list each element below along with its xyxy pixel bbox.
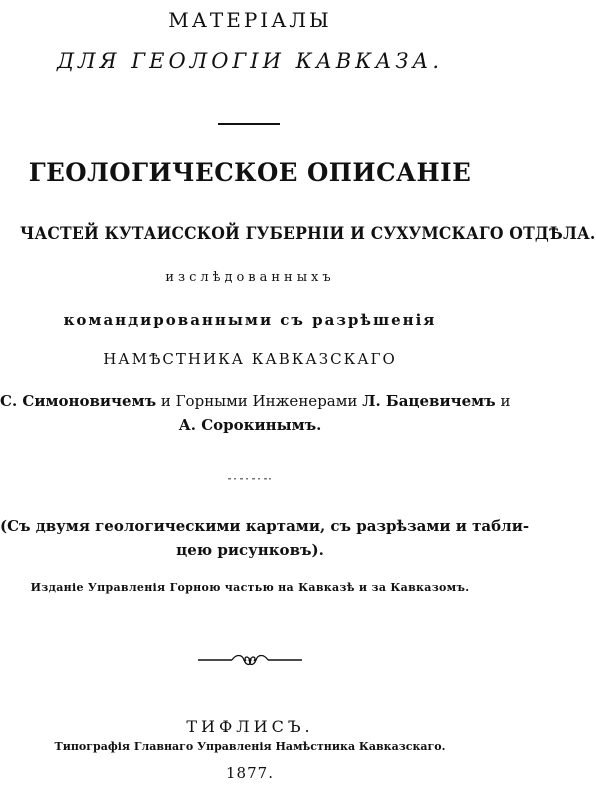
author-sorokin: А. Сорокинымъ. xyxy=(178,416,322,434)
imprint-year: 1877. xyxy=(226,764,274,782)
authors-conjunction: и Горными Инженерами xyxy=(160,392,358,410)
publisher-line: Изданіе Управленія Горною частью на Кавказѣ и за Кавказомъ. xyxy=(30,581,470,594)
imprint-city: ТИФЛИСЪ. xyxy=(186,717,314,736)
main-title: ГЕОЛОГИЧЕСКОЕ ОПИСАНІЕ xyxy=(28,158,472,187)
commissioned-line: командированными съ разрѣшенія xyxy=(63,311,437,329)
author-simonovich: С. Симоновичемъ xyxy=(0,392,157,410)
series-title-line-2: ДЛЯ ГЕОЛОГІИ КАВКАЗА. xyxy=(56,49,444,73)
supplement-line-1: (Съ двумя геологическими картами, съ разрѣзами и табли- xyxy=(0,517,530,535)
viceroy-line: НАМѢСТНИКА КАВКАЗСКАГО xyxy=(103,350,397,368)
supplement-line-2: цею рисунковъ). xyxy=(176,541,324,559)
investigated-line: изслѣдованныхъ xyxy=(165,270,335,285)
authors-and: и xyxy=(500,392,511,410)
imprint-printer: Типографія Главнаго Управленія Намѣстника Кавказскаго. xyxy=(54,740,446,753)
authors-line-1 xyxy=(0,392,511,410)
dotted-separator xyxy=(228,476,272,482)
title-rule xyxy=(218,123,280,125)
author-batsevich: Л. Бацевичемъ xyxy=(362,392,496,410)
subtitle: ЧАСТЕЙ КУТАИССКОЙ ГУБЕРНІИ И СУХУМСКАГО ОТДѢЛА. xyxy=(20,224,596,244)
ornamental-divider xyxy=(196,652,304,668)
series-title-line-1: МАТЕРІАЛЫ xyxy=(168,8,332,32)
